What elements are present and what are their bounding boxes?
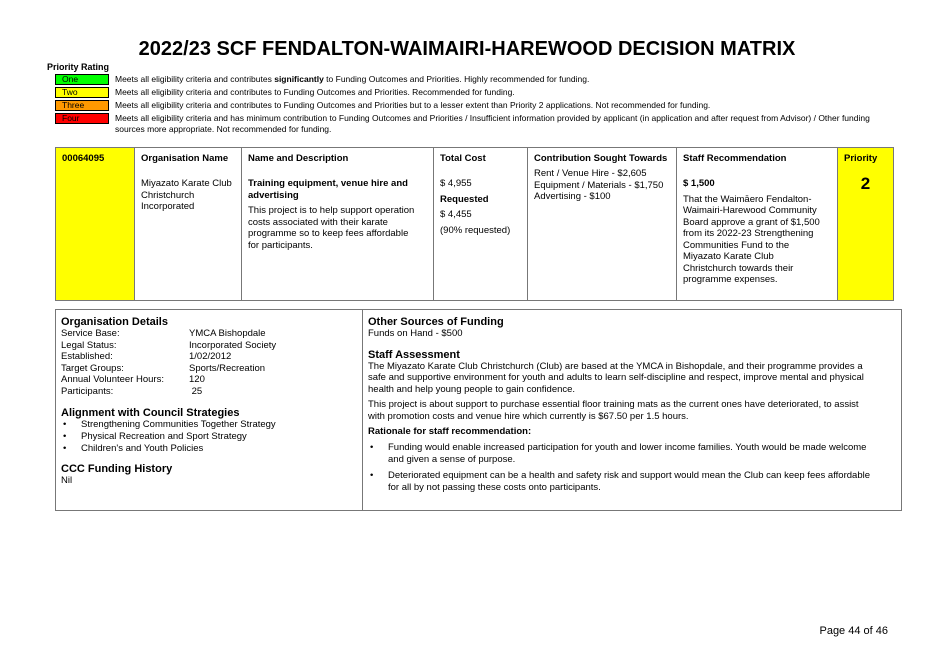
page-number: Page 44 of 46	[819, 625, 888, 637]
recommendation-line: Waimairi-Harewood Community	[683, 205, 817, 216]
contribution-item: Equipment / Materials - $1,750	[534, 179, 664, 191]
application-id: 00064095	[62, 153, 105, 164]
recommendation-line: Christchurch towards their	[683, 262, 794, 274]
page-title: 2022/23 SCF FENDALTON-WAIMAIRI-HAREWOOD DECISION MATRIX	[138, 38, 796, 60]
project-desc-line: This project is to help support operation	[248, 205, 415, 216]
rationale-title: Rationale for staff recommendation:	[368, 426, 532, 437]
funding-history-title: CCC Funding History	[61, 463, 173, 475]
alignment-item: • Children's and Youth Policies	[61, 443, 356, 455]
rationale-list	[368, 442, 895, 494]
project-title-line: advertising	[248, 189, 299, 201]
assessment-line: This project is about support to purchase essential floor training mats as the current ones have deteriorated, to assist	[368, 399, 859, 410]
assessment-line: The Miyazato Karate Club Christchurch (Club) are based at the YMCA in Bishopdale, and their programme provides a	[368, 360, 863, 372]
legend-row-four	[55, 113, 885, 135]
org-name-line: Incorporated	[141, 201, 195, 212]
recommendation-line: Miyazato Karate Club	[683, 251, 774, 262]
priority-swatch-one: One	[55, 74, 109, 85]
legend-text-two: Meets all eligibility criteria and contributes to Funding Outcomes and Priorities. Recommended for funding.	[115, 87, 515, 97]
requested-value: $ 4,455	[440, 209, 472, 220]
rationale-item: • Deteriorated equipment can be a health and safety risk and support would mean the Club can keep fees affordable for all by not passing these costs onto participants.	[368, 470, 895, 494]
legend-text-four: Meets all eligibility criteria and has minimum contribution to Funding Outcomes and Priorities / Insufficient information provided by applicant (in application and after request from Advisor) / Other funding sources more appropriate. Not recommended for funding.	[115, 113, 870, 134]
recommendation-line: Communities Fund to the	[683, 239, 790, 251]
rationale-item: • Funding would enable increased participation for youth and lower income families. Youth would be made welcome and given a sense of purpose.	[368, 442, 895, 466]
org-detail-row: Target Groups: Sports/Recreation	[61, 362, 266, 374]
recommendation-line: Board approve a grant of $1,500	[683, 216, 820, 228]
staff-recommendation-cell	[677, 148, 838, 301]
org-name-line: Christchurch	[141, 189, 195, 201]
priority-swatch-two: Two	[55, 87, 109, 98]
priority-cell	[838, 148, 894, 301]
staff-assessment-title: Staff Assessment	[368, 348, 460, 361]
priority-rating-heading: Priority Rating	[47, 62, 110, 72]
legend-text-three: Meets all eligibility criteria and contributes to Funding Outcomes and Priorities but to a lesser extent than Priority 2 applications. Not recommended for funding.	[115, 100, 711, 110]
project-title-line: Training equipment, venue hire and	[248, 178, 408, 189]
org-detail-row: Established: 1/02/2012	[61, 351, 232, 362]
details-box	[55, 309, 902, 511]
total-cost-cell	[434, 148, 528, 301]
alignment-list	[61, 419, 356, 455]
total-cost-header: Total Cost	[440, 153, 486, 164]
contribution-cell	[528, 148, 677, 301]
legend-row-one	[55, 74, 885, 85]
org-details-title: Organisation Details	[61, 316, 168, 328]
legend-row-two	[55, 87, 885, 98]
assessment-line: with promotion costs and venue hire which currently is $67.50 per 1.5 hours.	[368, 410, 689, 422]
org-name-cell	[135, 148, 242, 301]
org-detail-row: Service Base: YMCA Bishopdale	[61, 328, 266, 339]
staff-recommendation-header: Staff Recommendation	[683, 153, 787, 164]
assessment-column	[363, 310, 901, 510]
priority-header: Priority	[844, 153, 878, 164]
org-detail-row: Participants: 25	[61, 385, 203, 397]
contribution-header: Contribution Sought Towards	[534, 153, 668, 164]
requested-label: Requested	[440, 193, 489, 205]
other-funding-value: Funds on Hand - $500	[368, 328, 463, 339]
application-table	[55, 147, 894, 301]
priority-value: 2	[860, 174, 871, 193]
total-cost-value: $ 4,955	[440, 178, 472, 189]
priority-swatch-four: Four	[55, 113, 109, 124]
project-desc-line: costs associated with their karate	[248, 216, 388, 228]
name-description-header: Name and Description	[248, 153, 349, 164]
priority-swatch-three: Three	[55, 100, 109, 111]
recommendation-line: programme expenses.	[683, 274, 778, 285]
percent-requested: (90% requested)	[440, 224, 511, 236]
application-id-cell	[56, 148, 135, 301]
funding-history-value: Nil	[61, 475, 73, 486]
org-name-header: Organisation Name	[141, 153, 229, 164]
assessment-line: health and help young people to gain confidence.	[368, 383, 576, 395]
recommended-amount: $ 1,500	[683, 178, 715, 189]
project-desc-line: programme so to keep fees affordable	[248, 228, 409, 239]
organisation-details-column	[56, 310, 363, 510]
recommendation-line: That the Waimāero Fendalton-	[683, 193, 812, 205]
org-name-line: Miyazato Karate Club	[141, 178, 232, 189]
project-desc-line: for participants.	[248, 239, 313, 251]
priority-legend	[55, 74, 885, 137]
org-detail-row: Annual Volunteer Hours: 120	[61, 374, 205, 385]
alignment-title: Alignment with Council Strategies	[61, 407, 240, 419]
name-description-cell	[242, 148, 434, 301]
contribution-item: Advertising - $100	[534, 191, 611, 202]
alignment-item: • Strengthening Communities Together Strategy	[61, 419, 356, 431]
assessment-line: safe and supportive environment for youth and adults to learn self-discipline and respect, improve mental and physical	[368, 372, 864, 383]
contribution-item: Rent / Venue Hire - $2,605	[534, 168, 647, 179]
other-funding-title: Other Sources of Funding	[368, 316, 504, 328]
org-detail-row: Legal Status: Incorporated Society	[61, 339, 277, 351]
legend-row-three	[55, 100, 885, 111]
recommendation-line: from its 2022-23 Strengthening	[683, 228, 814, 239]
alignment-item: • Physical Recreation and Sport Strategy	[61, 431, 356, 443]
legend-text-one: Meets all eligibility criteria and contributes significantly to Funding Outcomes and Priorities. Highly recommended for funding.	[115, 74, 590, 84]
